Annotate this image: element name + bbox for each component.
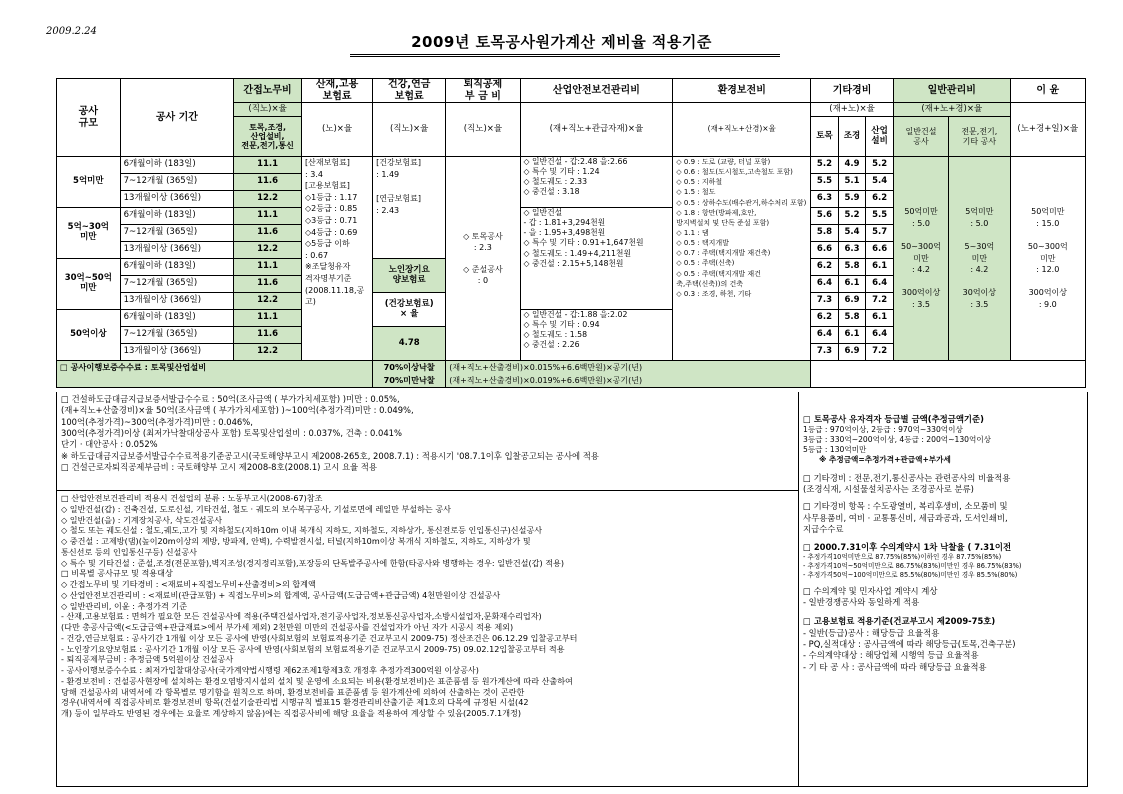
safety-rates-small: ◇ 일반건설 - 갑:2.48 을:2.66 ◇ 특수 및 기타 : 1.24 ◇ 철도궤도 : 2.33 ◇ 중건설 : 3.18 xyxy=(520,157,673,208)
etc-rate: 6.3 xyxy=(838,242,866,259)
etc-rate: 5.2 xyxy=(866,157,894,174)
period-cell: 7~12개월 (365일) xyxy=(120,327,234,344)
rate-table xyxy=(56,78,1086,388)
safety-rates-mid: ◇ 일반건설 - 갑 : 1.81+3,294천원 - 을 : 1.95+3,498천원 ◇ 특수 및 기타 : 0.91+1,647천원 ◇ 철도궤도 : 1.49+4,211천원 ◇ 중건설 : 2.15+5,148천원 xyxy=(520,208,673,310)
period-cell: 7~12개월 (365일) xyxy=(120,225,234,242)
etc-rate: 6.6 xyxy=(866,242,894,259)
sub-profit-formula: (노+경+일)×율 xyxy=(1010,103,1085,157)
grade-note: ※ 추정금액=추정가격+관급액+부가세 xyxy=(819,454,951,464)
etc-rate: 5.5 xyxy=(811,174,839,191)
etc-rate: 5.2 xyxy=(811,157,839,174)
etc-rate: 6.1 xyxy=(838,276,866,293)
labor-rate: 12.2 xyxy=(234,191,302,208)
date-stamp: 2009.2.24 xyxy=(46,26,97,37)
etc-rate: 5.7 xyxy=(866,225,894,242)
sub-retire-formula: (직노)×율 xyxy=(446,103,520,157)
grade-lines: 1등급 : 970억이상, 2등급 : 970억~330억이상 3등급 : 330억~200억이상, 4등급 : 200억~130억이상 5등급 : 130억미만 xyxy=(803,425,991,455)
sub-ins-formula: (노)×율 xyxy=(302,103,373,157)
etc-rate: 7.2 xyxy=(866,344,894,361)
header-other-expenses: 기타경비 xyxy=(811,79,894,103)
sub-gen-formula: (재+노+경)×율 xyxy=(893,103,1010,117)
labor-rate: 12.2 xyxy=(234,242,302,259)
header-insurance: 산재,고용 보험료 xyxy=(302,79,373,103)
etc-rate: 6.2 xyxy=(811,259,839,276)
header-profit: 이 윤 xyxy=(1010,79,1085,103)
labor-rate: 12.2 xyxy=(234,293,302,310)
etc-rate: 6.2 xyxy=(866,191,894,208)
sub-etc-landscape: 조경 xyxy=(838,117,866,157)
size-label: 5억미만 xyxy=(57,157,121,208)
period-cell: 13개월이상 (366일) xyxy=(120,293,234,310)
health-pension-rates: [건강보험료] : 1.49 [연금보험료] : 2.43 xyxy=(373,157,446,259)
period-cell: 6개월이하 (183일) xyxy=(120,310,234,327)
size-label: 5억~30억 미만 xyxy=(57,208,121,259)
general-admin-special: 5억미만 : 5.0 5~30억 미만 : 4.2 30억이상 : 3.5 xyxy=(949,157,1011,361)
header-general-admin: 일반관리비 xyxy=(893,79,1010,103)
bond-fee-formula2: (재+직노+산출경비)×0.019%+6.6백만원)×공기(년) xyxy=(446,375,811,388)
etc-rate: 6.6 xyxy=(811,242,839,259)
labor-rate: 12.2 xyxy=(234,344,302,361)
etc-rate: 6.1 xyxy=(866,259,894,276)
etc-rate: 6.3 xyxy=(811,191,839,208)
labor-rate: 11.6 xyxy=(234,225,302,242)
general-admin-general: 50억미만 : 5.0 50~300억 미만 : 4.2 300억이상 : 3.5 xyxy=(893,157,948,361)
labor-rate: 11.6 xyxy=(234,174,302,191)
other-expense-items: □ 기타경비 항목 : 수도광열비, 복리후생비, 소모품비 및 사무용품비, 여비 · 교통통신비, 세금과공과, 도서인쇄비, 지급수수료 xyxy=(803,501,1008,535)
bond-fee-tier2: 70%미만낙찰 xyxy=(373,375,446,388)
header-retirement: 퇴직공제 부 금 비 xyxy=(446,79,520,103)
size-label: 50억이상 xyxy=(57,310,121,361)
etc-rate: 5.8 xyxy=(838,259,866,276)
notes-right xyxy=(799,392,1087,786)
award-rate-title: □ 2000.7.31이후 수의계약시 1차 낙찰율 ( 7.31이전 xyxy=(803,541,1012,552)
etc-rate: 6.1 xyxy=(838,327,866,344)
etc-rate: 6.4 xyxy=(866,327,894,344)
elderly-care-formula: (건강보험료) × 율 xyxy=(373,293,446,327)
notes-section xyxy=(56,392,1088,787)
subcontract-fee-notes: □ 건설하도급대금지급보증서발급수수료 : 50억(조사금액 ( 부가가치세포함) )미만 : 0.05%, (재+직노+산출경비)×율 50억(조사금액 ( 부가가치세포함) )~100억(추정가격)미만 : 0.049%, 100억(추정가격)~300억(추정가격)미만 : 0.046%, 300억(추정가격)이상 (최저가낙찰대상공사 포함) 토목및산업설비 : 0.037%, 건축 : 0.041% 단기 · 대안공사 : 0.052% ※ 하도급대금지급보증서발급수수료적용기준공고시(국토해양부고시 제2008-265호, 2008.7.1) : 적용시기 '08.7.1이후 입찰공고되는 공사에 적용 □ 건설근로자퇴직공제부금비 : 국토해양부 고시 제2008-8호(2008.1) 고시 요율 적용 xyxy=(57,392,798,491)
profit-rates: 50억미만 : 15.0 50~300억 미만 : 12.0 300억이상 : 9.0 xyxy=(1010,157,1085,361)
labor-rate: 11.6 xyxy=(234,327,302,344)
etc-rate: 6.4 xyxy=(866,276,894,293)
etc-rate: 6.4 xyxy=(811,276,839,293)
period-cell: 6개월이하 (183일) xyxy=(120,157,234,174)
header-health: 건강,연금 보험료 xyxy=(373,79,446,103)
sub-safety-formula: (재+직노+관급자재)×율 xyxy=(520,103,673,157)
period-cell: 13개월이상 (366일) xyxy=(120,242,234,259)
etc-rate: 5.9 xyxy=(838,191,866,208)
etc-rate: 5.4 xyxy=(838,225,866,242)
etc-rate: 5.8 xyxy=(811,225,839,242)
other-expense-note: □ 기타경비 : 전문,전기,통신공사는 관련공사의 비율적용 (조경식재, 시설물설치공사는 조경공사로 분류) xyxy=(803,472,1011,495)
notes-left xyxy=(57,392,799,786)
employment-ins-lines: - 일반(등급)공사 : 해당등급 요율적용 - PQ,실적대상 : 공사금액에 따라 해당등급(토목,건축구분) - 수의계약대상 : 해당업체 시행역 등급 요율적용 - 기 타 공 사 : 공사금액에 따라 해당등급 요율적용 xyxy=(803,627,1016,672)
sub-gen-special: 전문,전기, 기타 공사 xyxy=(949,117,1011,157)
sub-env-formula: (재+직노+산경)×율 xyxy=(673,103,811,157)
period-cell: 13개월이상 (366일) xyxy=(120,191,234,208)
etc-rate: 5.6 xyxy=(811,208,839,225)
bond-fee-label: □ 공사이행보증수수료 : 토목및산업설비 xyxy=(57,361,373,375)
period-cell: 13개월이상 (366일) xyxy=(120,344,234,361)
etc-rate: 6.9 xyxy=(838,293,866,310)
period-cell: 6개월이하 (183일) xyxy=(120,208,234,225)
sub-labor-formula: (직노)×율 xyxy=(234,103,302,117)
etc-rate: 5.4 xyxy=(866,174,894,191)
employment-ins-title: □ 고용보험료 적용기준(건교부고시 제2009-75호) xyxy=(803,616,996,627)
header-size: 공사 규모 xyxy=(57,79,121,157)
etc-rate: 7.2 xyxy=(866,293,894,310)
size-label: 30억~50억 미만 xyxy=(57,259,121,310)
labor-rate: 11.1 xyxy=(234,259,302,276)
etc-rate: 6.2 xyxy=(811,310,839,327)
sub-labor-types: 토목,조경, 산업설비, 전문,전기,통신 xyxy=(234,117,302,157)
labor-rate: 11.6 xyxy=(234,276,302,293)
elderly-care-label: 노인장기요 양보험료 xyxy=(373,259,446,293)
sub-etc-plant: 산업 설비 xyxy=(866,117,894,157)
bond-fee-tier1: 70%이상낙찰 xyxy=(373,361,446,375)
sub-gen-general: 일반건설 공사 xyxy=(893,117,948,157)
etc-rate: 6.1 xyxy=(866,310,894,327)
elderly-care-rate: 4.78 xyxy=(373,327,446,361)
insurance-rates: [산재보험료] : 3.4 [고용보험료] ◇1등급 : 1.17 ◇2등급 : 0.85 ◇3등급 : 0.71 ◇4등급 : 0.69 ◇5등급 이하 : 0.67 ※조달청유자 격자명부기준 (2008.11.18,공고) xyxy=(302,157,373,361)
etc-rate: 7.3 xyxy=(811,344,839,361)
etc-rate: 4.9 xyxy=(838,157,866,174)
period-cell: 7~12개월 (365일) xyxy=(120,174,234,191)
retirement-rates: ◇ 토목공사 : 2.3 ◇ 준설공사 : 0 xyxy=(446,157,520,361)
period-cell: 7~12개월 (365일) xyxy=(120,276,234,293)
sub-etc-formula: (재+노)×율 xyxy=(811,103,894,117)
bond-fee-formula1: (재+직노+산출경비)×0.015%+6.6백만원)×공기(년) xyxy=(446,361,811,375)
header-safety: 산업안전보건관리비 xyxy=(520,79,673,103)
labor-rate: 11.1 xyxy=(234,310,302,327)
header-environment: 환경보전비 xyxy=(673,79,811,103)
grade-title: □ 토목공사 유자격자 등급별 금액(추정금액기준) xyxy=(803,414,984,424)
private-contract-note: □ 수의계약 및 민자사업 계약시 계상 - 일반경쟁공사와 동일하게 적용 xyxy=(803,585,938,607)
header-period: 공사 기간 xyxy=(120,79,234,157)
etc-rate: 5.8 xyxy=(838,310,866,327)
etc-rate: 7.3 xyxy=(811,293,839,310)
labor-rate: 11.1 xyxy=(234,208,302,225)
etc-rate: 6.4 xyxy=(811,327,839,344)
page-title: 2009년 토목공사원가계산 제비율 적용기준 xyxy=(411,33,712,51)
period-cell: 6개월이하 (183일) xyxy=(120,259,234,276)
environment-rates: ◇ 0.9 : 도로 (교량, 터널 포함) ◇ 0.6 : 철도(도시철도,고속철도 포함) ◇ 0.5 : 지하철 ◇ 1.5 : 철도 ◇ 0.5 : 상하수도(배수관거,하수처리 포함) ◇ 1.8 : 항만(방파제,호안, 방지벽설치 및 단독 준설 포함) ◇ 1.1 : 댐 ◇ 0.5 : 택지개발 ◇ 0.7 : 주택(택지개발 재건축) ◇ 0.5 : 주택(신축) ◇ 0.5 : 주택(택지개발 재건 축,주택(신축))의 건축 ◇ 0.3 : 조경, 하천, 기타 xyxy=(673,157,811,361)
safety-rates-large: ◇ 일반건설 - 갑:1.88 을:2.02 ◇ 특수 및 기타 : 0.94 ◇ 철도궤도 : 1.58 ◇ 중건설 : 2.26 xyxy=(520,310,673,361)
etc-rate: 6.9 xyxy=(838,344,866,361)
etc-rate: 5.2 xyxy=(838,208,866,225)
etc-rate: 5.5 xyxy=(866,208,894,225)
award-rate-lines: - 추정가격10억미만으로 87.75%(85%)이하인 경우 87.75%(85%) - 추정가격10억~50억미만으로 86.75%(83%)미만인 경우 86.75%(83%) - 추정가격50억~100억미만으로 85.5%(80%)미만인 경우 85.5%(80%) xyxy=(803,552,1022,579)
sub-health-formula: (직노)×율 xyxy=(373,103,446,157)
etc-rate: 5.1 xyxy=(838,174,866,191)
classification-notes: □ 산업안전보건관리비 적용시 건설업의 분류 : 노동부고시(2008-67)참조 ◇ 일반건설(갑) : 건축건설, 도로신설, 기타건설, 철도 · 궤도의 보수복구공사, 기설로면에 레일만 부설하는 공사 ◇ 일반건설(을) : 기계장치공사, 삭도건설공사 ◇ 철도 또는 궤도신설 : 철도,궤도,고가 및 지하철도(지하10m 이내 복개식 지하도, 지하철도, 지하상가, 통신전로등 인입통신구)신설공사 ◇ 중건설 : 고제방(댐)(높이20m이상의 제방, 방파제, 안벽), 수력발전시설, 터널(지하10m이상 복개식 지하철도, 지하도, 지하상가 및 통신선로 등의 인입통신구등) 신설공사 ◇ 특수 및 기타건설 : 준설,조경(전문포함),벽지조성(경지정리포함),포장등의 단독발주공사에 한함(타공사와 병행하는 경우: 일반건설(갑) 적용) □ 비목별 공사규모 및 적용대상 ◇ 간접노무비 및 기타경비 : <재료비+직접노무비+산출경비>의 합계액 ◇ 산업안전보건관리비 : <재료비(관급포함) + 직접노무비>의 합계액, 공사금액(도급금액+관급금액) 4천만원이상 건설공사 ◇ 일반관리비, 이윤 : 추정가격 기준 - 산재,고용보험료 : 면허가 필요한 모든 건설공사에 적용(주택건설사업자,전기공사업자,정보통신공사업자,소방시설업자,문화재수리업자) (다만 총공사금액(<도급금액+관급재료>에서 부가세 제외) 2천만원 미만의 건설공사를 건설업자가 아닌 자가 시공시 적용 제외) - 건강,연금보험료 : 공사기간 1개월 이상 모든 공사에 반영(사회보험의 보험료적용기준 건교부고시 2009-75) 정산조건은 06.12.29 입찰공고부터 - 노인장기요양보험료 : 공사기간 1개월 이상 모든 공사에 반영(사회보험의 보험료적용기준 건교부고시 2009-75) 09.02.12입찰공고부터 적용 - 퇴직공제부금비 : 추정금액 5억원이상 건설공사 - 공사이행보증수수료 : 최저가입찰대상공사(국가계약법시행령 제62조제1항제3호 개정후 추정가격300억원 이상공사) - 환경보전비 : 건설공사현장에 설치하는 환경오염방지시설의 설치 및 운영에 소요되는 비용(환경보전비)은 표준품셈 등 원가계산에 따라 산출하여 당해 건설공사의 내역서에 각 항목별로 명기함을 원칙으로 하며, 환경보전비를 표준품셈 등 원가계산에 의하여 산출하는 것이 곤란한 경우(내역서에 직접공사비로 환경보전비 항목(건설기술관리법 시행규칙 별표15 환경관리비산출기준 제1호의 다목에 규정된 시설(42 개) 등이 일부라도 반영된 경우에는 요율로 계상하지 않음)에는 직접공사비에 해당 요율을 적용하여 계상할 수 있음(2005.7.1개정) xyxy=(61,493,578,718)
sub-etc-civil: 토목 xyxy=(811,117,839,157)
labor-rate: 11.1 xyxy=(234,157,302,174)
title-underline xyxy=(350,54,780,57)
header-indirect-labor: 간접노무비 xyxy=(234,79,302,103)
